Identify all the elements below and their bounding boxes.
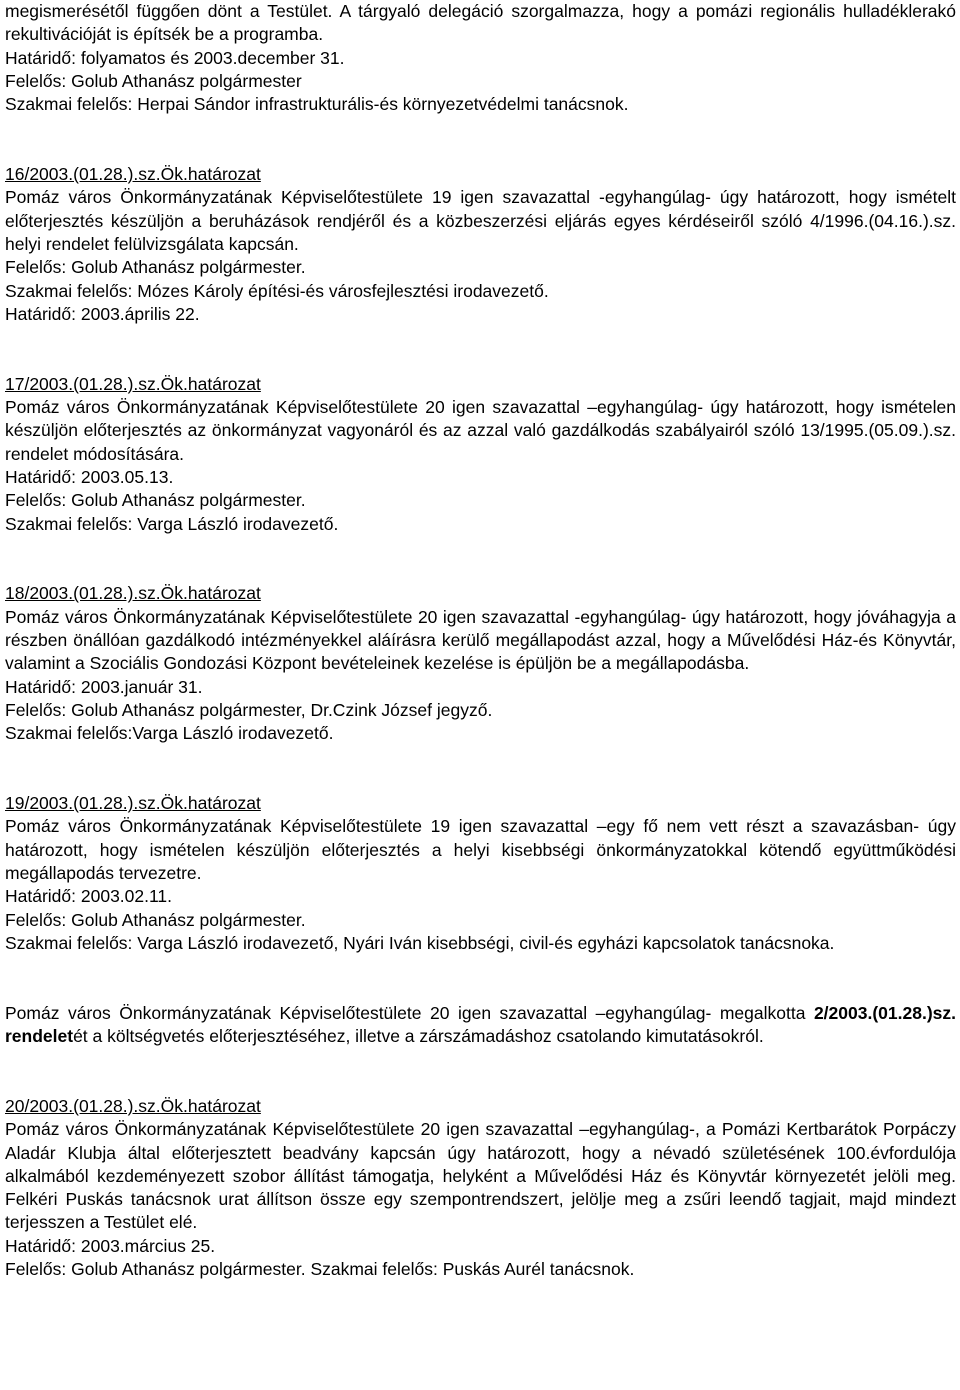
decree-paragraph — [5, 1002, 956, 1049]
resolution-text: Pomáz város Önkormányzatának Képviselőtestülete 19 igen szavazattal -egyhangúlag- úgy határozott, hogy ismételt előterjesztés készüljön a beruházások rendjéről és a közbeszerzési eljárás egyes kérdéseiről szóló 4/1996.(04.16.).sz. helyi rendelet felülvizsgálata kapcsán. — [5, 187, 956, 254]
resolution-deadline: Határidő: 2003.március 25. — [5, 1235, 216, 1256]
spacer — [5, 955, 956, 1002]
resolution-deadline: Határidő: 2003.április 22. — [5, 303, 200, 324]
spacer — [5, 1048, 956, 1095]
intro-deadline: Határidő: folyamatos és 2003.december 31. — [5, 47, 345, 68]
resolution-text: Pomáz város Önkormányzatának Képviselőtestülete 20 igen szavazattal –egyhangúlag-, a Pomázi Kertbarátok Porpáczy Aladár Klubja által előterjesztett beadvány kapcsán úgy határozott, hogy a névadó születésének 100.évfordulója alkalmából kezdeményezett szobor állítást támogatja, helyként a Művelődési Ház és Könyvtár környezetét jelöli meg. Felkéri Puskás tanácsnok urat állítson össze egy szempontrendszert, jelölje meg a zsűri leendő tagjait, majd mindezt terjesszen a Testület elé. — [5, 1119, 956, 1233]
intro-paragraph: megismerésétől függően dönt a Testület. A tárgyaló delegáció szorgalmazza, hogy a pomázi regionális hulladéklerakó rekultivációját is építsék be a programba. — [5, 1, 956, 45]
resolution-text: Pomáz város Önkormányzatának Képviselőtestülete 20 igen szavazattal –egyhangúlag- úgy határozott, hogy ismételen készüljön előterjesztés az önkormányzat vagyonáról és az azzal való gazdálkodás szabályairól szóló 13/1995.(05.09.).sz. rendelet módosítására. — [5, 397, 956, 464]
spacer — [5, 746, 956, 793]
resolution-title: 18/2003.(01.28.).sz.Ök.határozat — [5, 583, 261, 604]
resolution-responsible: Felelős: Golub Athanász polgármester. Szakmai felelős: Puskás Aurél tanácsnok. — [5, 1259, 635, 1280]
decree-number: 2/2003.(01.28.)sz. — [813, 1002, 956, 1023]
intro-professional-responsible: Szakmai felelős: Herpai Sándor infrastrukturális-és környezetvédelmi tanácsnok. — [5, 94, 629, 115]
resolution-title: 16/2003.(01.28.).sz.Ök.határozat — [5, 164, 261, 185]
resolution-text: Pomáz város Önkormányzatának Képviselőtestülete 20 igen szavazattal -egyhangúlag- úgy határozott, hogy jóváhagyja a részben önállóan gazdálkodó intézményekkel aláírásra kerülő megállapodást azzal, hogy a Művelődési Ház-és Könyvtár, valamint a Szociális Gondozási Központ bevételeinek kezelése is épüljön be a megállapodásba. — [5, 606, 956, 674]
resolution-title: 20/2003.(01.28.).sz.Ök.határozat — [5, 1095, 261, 1116]
resolution-18 — [5, 582, 956, 745]
resolution-title: 17/2003.(01.28.).sz.Ök.határozat — [5, 373, 261, 394]
resolution-responsible: Felelős: Golub Athanász polgármester. — [5, 490, 306, 511]
decree-text-after: ét a költségvetés előterjesztéséhez, illetve a zárszámadáshoz csatolando kimutatásokról. — [73, 1026, 764, 1047]
resolution-responsible: Felelős: Golub Athanász polgármester, Dr.Czink József jegyző. — [5, 699, 493, 720]
resolution-16 — [5, 163, 956, 326]
spacer — [5, 326, 956, 373]
resolution-professional-responsible: Szakmai felelős:Varga László irodavezető. — [5, 723, 334, 744]
resolution-19 — [5, 792, 956, 955]
resolution-professional-responsible: Szakmai felelős: Mózes Károly építési-és városfejlesztési irodavezető. — [5, 280, 549, 301]
resolution-deadline: Határidő: 2003.január 31. — [5, 676, 203, 697]
resolution-professional-responsible: Szakmai felelős: Varga László irodavezető. — [5, 513, 339, 534]
resolution-responsible: Felelős: Golub Athanász polgármester. — [5, 257, 306, 278]
intro-responsible: Felelős: Golub Athanász polgármester — [5, 70, 302, 91]
resolution-deadline: Határidő: 2003.05.13. — [5, 466, 174, 487]
spacer — [5, 116, 956, 163]
intro-section — [5, 0, 956, 116]
resolution-title: 19/2003.(01.28.).sz.Ök.határozat — [5, 793, 261, 814]
resolution-20 — [5, 1095, 956, 1281]
decree-section — [5, 1002, 956, 1049]
spacer — [5, 536, 956, 583]
resolution-text: Pomáz város Önkormányzatának Képviselőtestülete 19 igen szavazattal –egy fő nem vett részt a szavazásban- úgy határozott, hogy ismételen készüljön előterjesztés a helyi kisebbségi önkormányzatokkal kötendő együttműködési megállapodás tervezetre. — [5, 816, 956, 883]
resolution-responsible: Felelős: Golub Athanász polgármester. — [5, 909, 306, 930]
resolution-professional-responsible: Szakmai felelős: Varga László irodavezető, Nyári Iván kisebbségi, civil-és egyházi kapcsolatok tanácsnoka. — [5, 932, 835, 953]
resolution-deadline: Határidő: 2003.02.11. — [5, 886, 173, 907]
resolution-17 — [5, 373, 956, 536]
decree-text-before: Pomáz város Önkormányzatának Képviselőtestülete 20 igen szavazattal –egyhangúlag- megalkotta — [5, 1002, 814, 1023]
decree-word: rendelet — [5, 1026, 74, 1047]
